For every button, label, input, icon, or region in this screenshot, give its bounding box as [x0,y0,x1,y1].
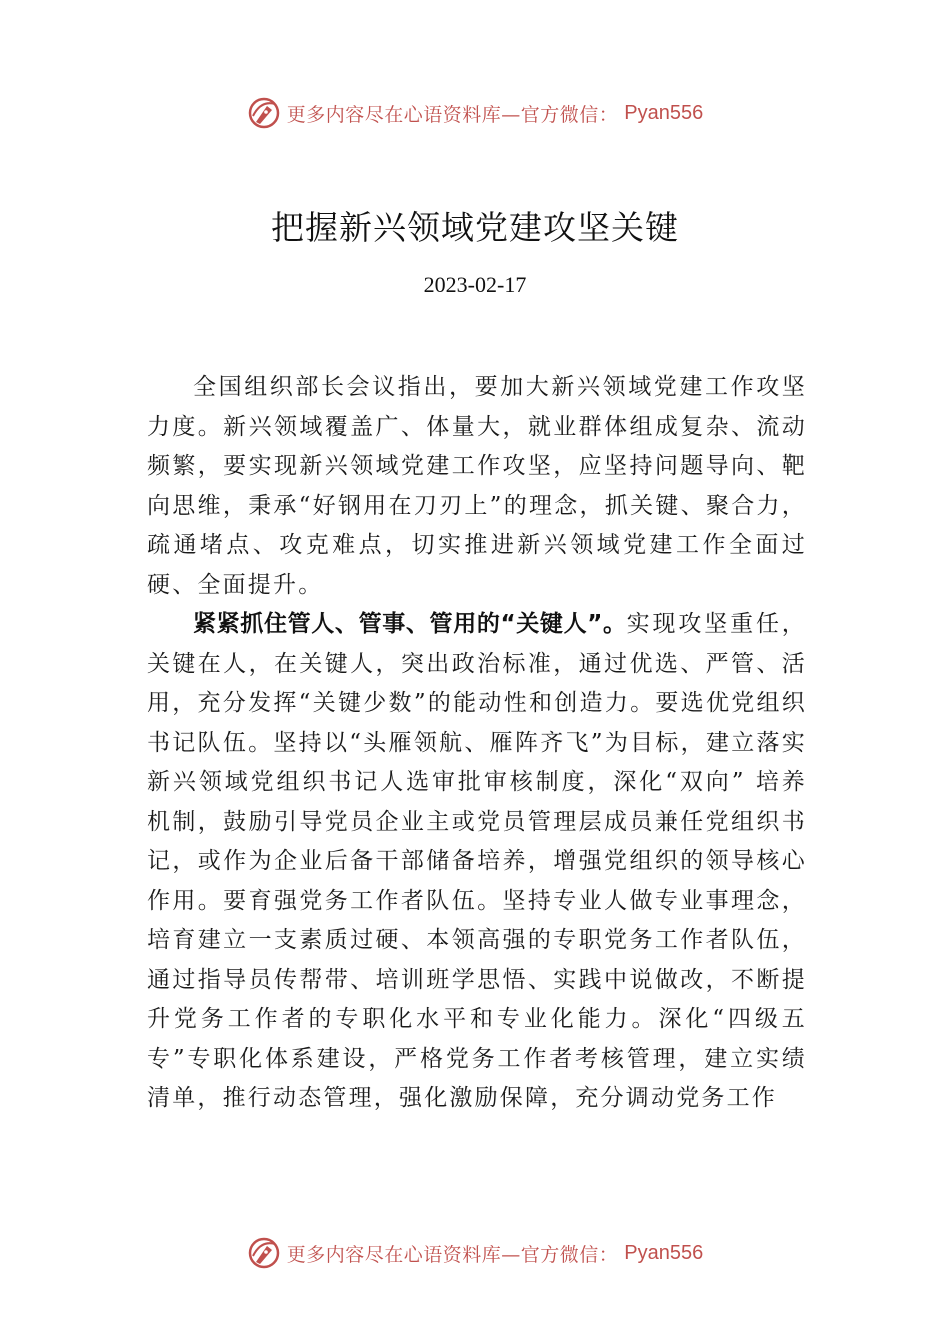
paragraph-2-body: 实现攻坚重任，关键在人，在关键人，突出政治标准，通过优选、严管、活用，充分发挥“关键少数”的能动性和创造力。要选优党组织书记队伍。坚持以“头雁领航、雁阵齐飞”为目标，建立落实新兴领域党组织书记人选审批审核制度，深化“双向” 培养机制，鼓励引导党员企业主或党员管理层成员兼任党组织书记，或作为企业后备干部储备培养，增强党组织的领导核心作用。要育强党务工作者队伍。坚持专业人做专业事理念，培育建立一支素质过硬、本领高强的专职党务工作者队伍，通过指导员传帮带、培训班学思悟、实践中说做改，不断提升党务工作者的专职化水平和专业化能力。深化“四级五专”专职化体系建设，严格党务工作者考核管理，建立实绩清单，推行动态管理，强化激励保障，充分调动党务工作 [147,611,807,1111]
paragraph-2-lead: 紧紧抓住管人、管事、管用的“关键人”。 [193,611,627,637]
watermark-text: 更多内容尽在心语资料库—官方微信： [286,1243,619,1266]
article-body [147,368,807,1119]
pen-nib-logo-icon [247,96,281,130]
pen-nib-logo-icon [247,1236,281,1270]
footer-watermark [0,1236,950,1270]
watermark-wechat-id: Pyan556 [624,1241,704,1264]
watermark-wechat-id: Pyan556 [624,101,704,124]
paragraph-2 [147,605,807,1119]
watermark-text: 更多内容尽在心语资料库—官方微信： [286,103,619,126]
paragraph-1: 全国组织部长会议指出，要加大新兴领域党建工作攻坚力度。新兴领域覆盖广、体量大，就业群体组成复杂、流动频繁，要实现新兴领域党建工作攻坚，应坚持问题导向、靶向思维，秉承“好钢用在刀刃上”的理念，抓关键、聚合力，疏通堵点、攻克难点，切实推进新兴领域党建工作全面过硬、全面提升。 [147,374,807,598]
article-date: 2023-02-17 [423,272,527,297]
header-watermark [0,96,950,130]
page-title: 把握新兴领域党建攻坚关键 [271,208,679,247]
